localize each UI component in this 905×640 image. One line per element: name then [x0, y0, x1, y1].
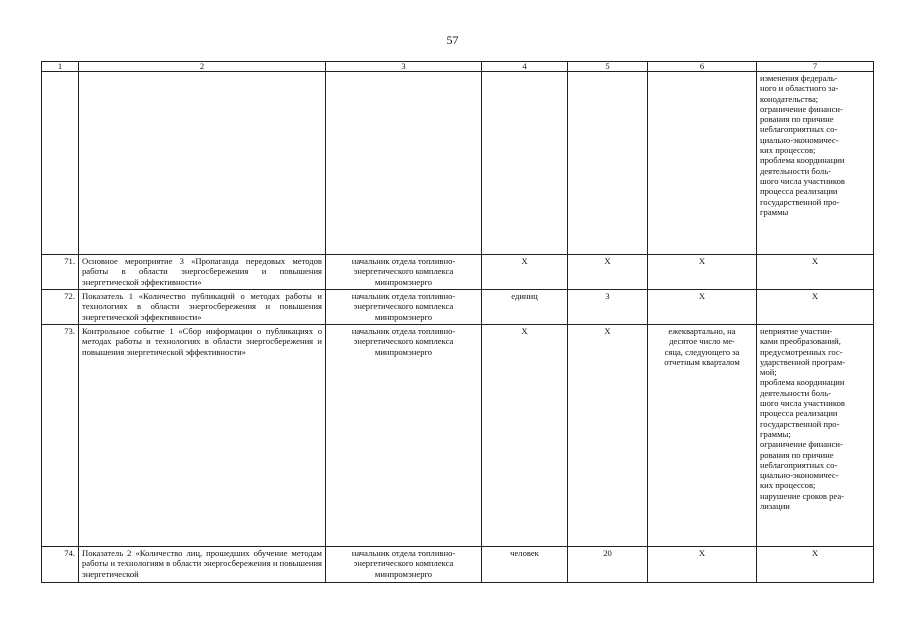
- header-col-5: 5: [568, 62, 648, 72]
- page-number: 57: [446, 33, 459, 47]
- cell-name: [79, 72, 326, 255]
- header-col-6: 6: [648, 62, 757, 72]
- cell-num: 72.: [42, 290, 79, 325]
- cell-risks: неприятие участни- ками преобразований, предусмотренных гос- ударственной програм- мой; проблема координации деятельности боль- шого числа участников процесса реализации государственной про- граммы; ограничение финанси- рования по причине неблагоприятных со- циально-экономичес- ких процессов; нарушение сроков реа- лизации: [757, 325, 874, 547]
- cell-name: Основное мероприятие 3 «Пропаганда передовых методов работы в области энергосбережения и повышения энергетической эффективности»: [79, 255, 326, 290]
- table-row: [42, 290, 874, 325]
- cell-responsible: начальник отдела топливно- энергетического комплекса минпромэнерго: [326, 290, 482, 325]
- cell-col6: Х: [648, 255, 757, 290]
- cell-risks: Х: [757, 255, 874, 290]
- cell-col4: человек: [482, 547, 568, 583]
- cell-col4: [482, 72, 568, 255]
- measures-table: [41, 61, 874, 583]
- table-row: [42, 325, 874, 547]
- cell-num: 74.: [42, 547, 79, 583]
- cell-num: [42, 72, 79, 255]
- cell-num: 71.: [42, 255, 79, 290]
- cell-col5: [568, 72, 648, 255]
- header-col-3: 3: [326, 62, 482, 72]
- cell-risks: Х: [757, 547, 874, 583]
- cell-responsible: начальник отдела топливно- энергетического комплекса минпромэнерго: [326, 255, 482, 290]
- cell-col6: Х: [648, 290, 757, 325]
- cell-col6: Х: [648, 547, 757, 583]
- header-row: [42, 62, 874, 72]
- cell-col5: Х: [568, 255, 648, 290]
- header-col-1: 1: [42, 62, 79, 72]
- cell-num: 73.: [42, 325, 79, 547]
- cell-col5: 3: [568, 290, 648, 325]
- cell-responsible: начальник отдела топливно- энергетического комплекса минпромэнерго: [326, 325, 482, 547]
- cell-col6: ежеквартально, на десятое число ме- сяца, следующего за отчетным кварталом: [648, 325, 757, 547]
- header-col-4: 4: [482, 62, 568, 72]
- cell-col4: Х: [482, 325, 568, 547]
- cell-responsible: [326, 72, 482, 255]
- table-row-continuation: [42, 72, 874, 255]
- cell-responsible: начальник отдела топливно- энергетического комплекса минпромэнерго: [326, 547, 482, 583]
- cell-name: Контрольное событие 1 «Сбор информации о публикациях о методах работы и технологиях в области энергосбережения и повышения энергетической эффективности»: [79, 325, 326, 547]
- cell-col5: Х: [568, 325, 648, 547]
- cell-risks: изменения федераль- ного и областного за- конодательства; ограничение финанси- рования по причине неблагоприятных со- циально-экономичес- ких процессов; проблема координации деятельности боль- шого числа участников процесса реализации государственной про- граммы: [757, 72, 874, 255]
- header-col-2: 2: [79, 62, 326, 72]
- cell-name: Показатель 1 «Количество публикаций о методах работы и технологиях в области энергосбережения и повышения энергетической эффективности»: [79, 290, 326, 325]
- cell-col6: [648, 72, 757, 255]
- cell-col4: Х: [482, 255, 568, 290]
- cell-risks: Х: [757, 290, 874, 325]
- table-row: [42, 547, 874, 583]
- table-row: [42, 255, 874, 290]
- cell-name: Показатель 2 «Количество лиц, прошедших обучение методам работы и технологиям в области энергосбережения и повышения энергетической: [79, 547, 326, 583]
- header-col-7: 7: [757, 62, 874, 72]
- cell-col4: единиц: [482, 290, 568, 325]
- cell-col5: 20: [568, 547, 648, 583]
